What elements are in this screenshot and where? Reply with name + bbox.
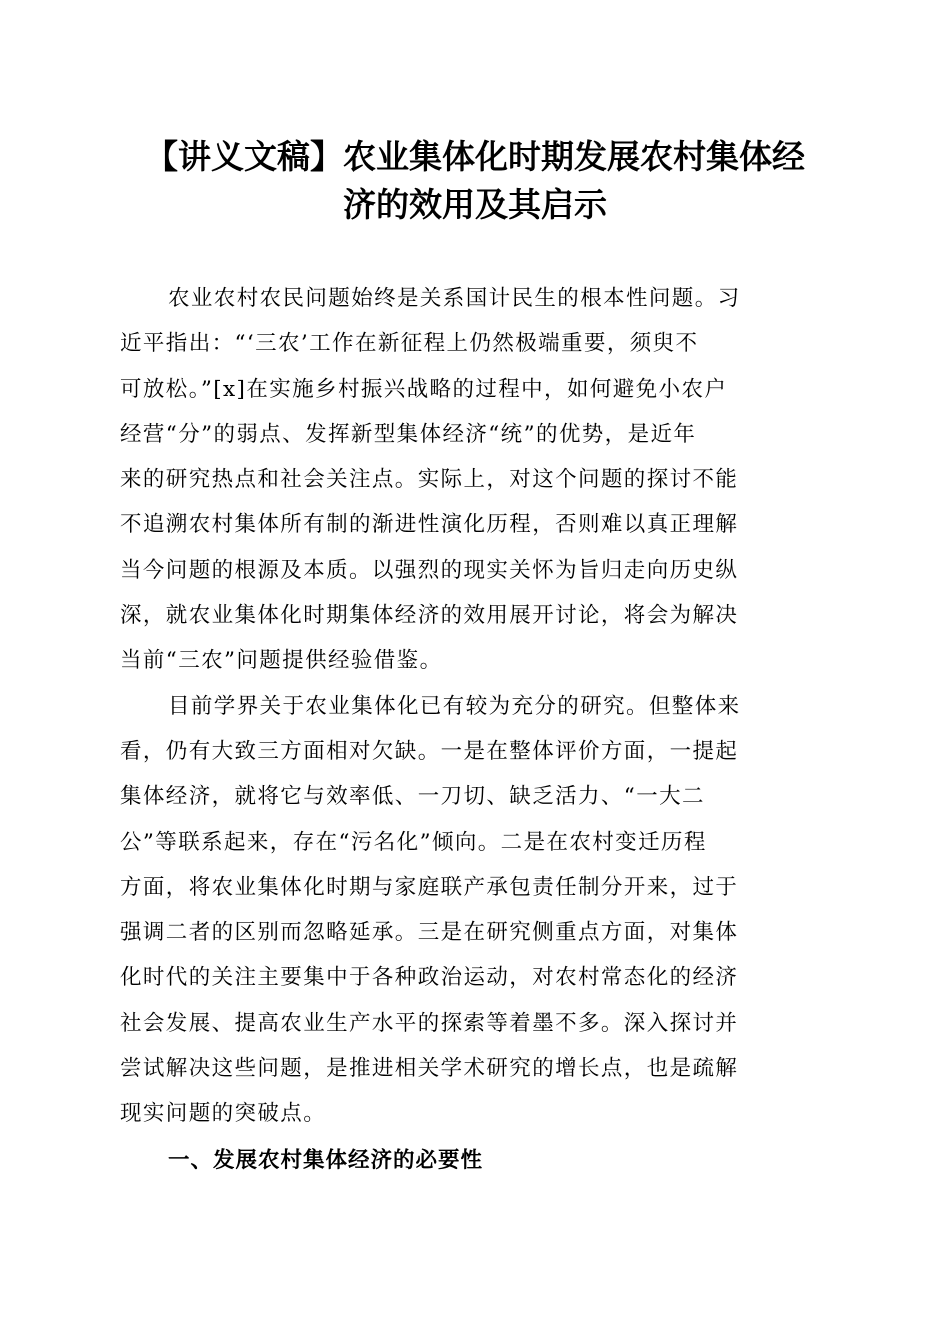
paragraph-line: 目前学界关于农业集体化已有较为充分的研究。但整体来 — [168, 693, 741, 719]
paragraph-line: 强调二者的区别而忽略延承。三是在研究侧重点方面，对集体 — [120, 920, 739, 946]
paragraph-line: 尝试解决这些问题，是推进相关学术研究的增长点，也是疏解 — [120, 1056, 739, 1082]
paragraph-line: 化时代的关注主要集中于各种政治运动，对农村常态化的经济 — [120, 965, 739, 991]
paragraph-line: 公”等联系起来，存在“污名化”倾向。二是在农村变迁历程 — [120, 829, 707, 855]
section-heading: 一、发展农村集体经济的必要性 — [168, 1147, 484, 1173]
title-line-1: 【讲义文稿】农业集体化时期发展农村集体经 — [145, 137, 805, 176]
paragraph-line: 来的研究热点和社会关注点。实际上，对这个问题的探讨不能 — [120, 467, 739, 493]
paragraph-line: 看，仍有大致三方面相对欠缺。一是在整体评价方面，一提起 — [120, 738, 739, 764]
paragraph-line: 深，就农业集体化时期集体经济的效用展开讨论，将会为解决 — [120, 603, 739, 629]
paragraph-line: 当今问题的根源及本质。以强烈的现实关怀为旨归走向历史纵 — [120, 557, 739, 583]
paragraph-line: 集体经济，就将它与效率低、一刀切、缺乏活力、“一大二 — [120, 784, 705, 810]
document-body — [120, 276, 832, 1185]
paragraph-line: 现实问题的突破点。 — [120, 1101, 327, 1127]
paragraph-line: 近平指出：“‘三农’工作在新征程上仍然极端重要，须臾不 — [120, 331, 699, 357]
paragraph-1 — [120, 276, 832, 684]
paragraph-line: 经营“分”的弱点、发挥新型集体经济“统”的优势，是近年 — [120, 421, 697, 447]
paragraph-line: 社会发展、提高农业生产水平的探索等着墨不多。深入探讨并 — [120, 1010, 739, 1036]
paragraph-line: 可放松。”[x]在实施乡村振兴战略的过程中，如何避免小农户 — [120, 376, 728, 402]
paragraph-line: 不追溯农村集体所有制的渐进性演化历程，否则难以真正理解 — [120, 512, 739, 538]
paragraph-line: 农业农村农民问题始终是关系国计民生的根本性问题。习 — [168, 286, 741, 311]
paragraph-2 — [120, 684, 832, 1137]
title-line-2: 济的效用及其启示 — [343, 185, 607, 224]
document-title — [110, 133, 840, 229]
paragraph-line: 方面，将农业集体化时期与家庭联产承包责任制分开来，过于 — [120, 874, 739, 900]
paragraph-line: 当前“三农”问题提供经验借鉴。 — [120, 648, 443, 674]
